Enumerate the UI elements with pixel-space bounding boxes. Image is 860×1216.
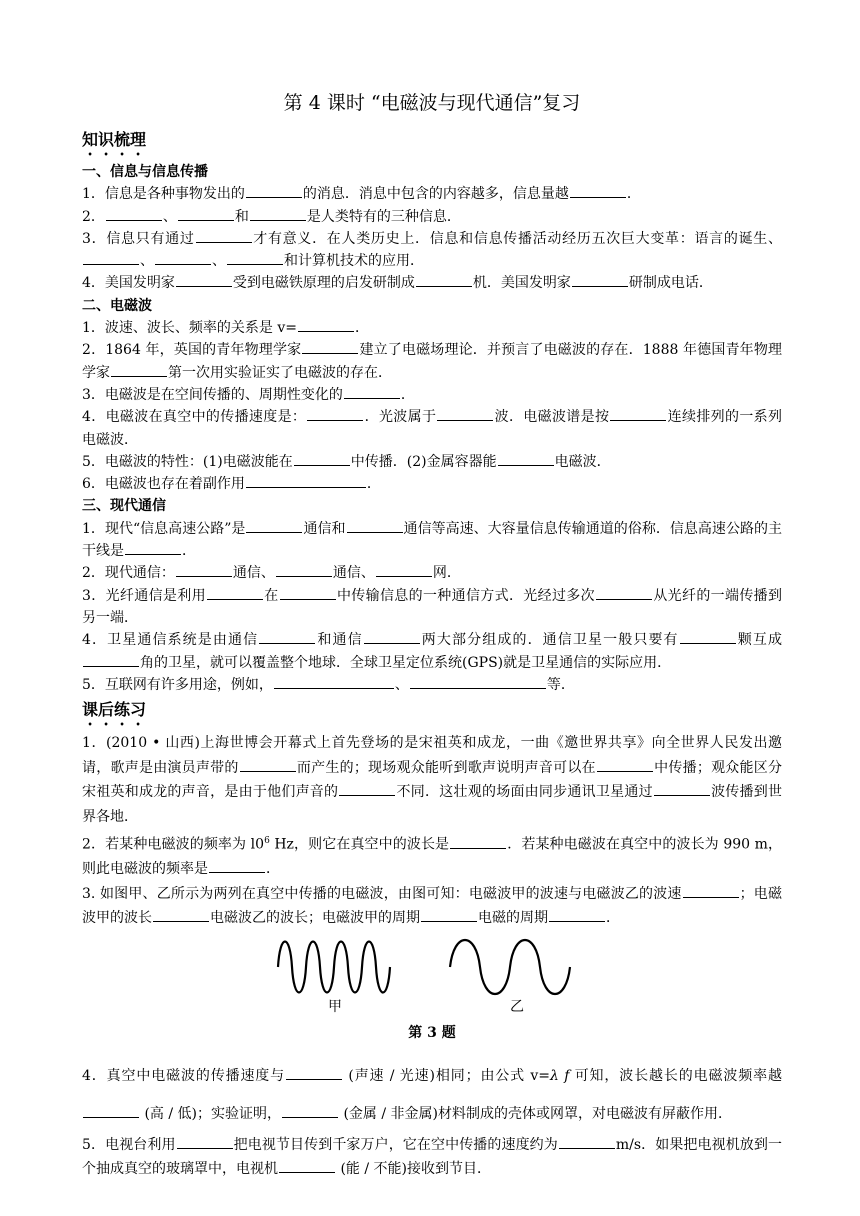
blank bbox=[559, 1134, 615, 1149]
knowledge-heading: 知识梳理 bbox=[82, 130, 147, 149]
blank bbox=[155, 250, 211, 265]
blank bbox=[246, 183, 302, 198]
blank bbox=[282, 1103, 338, 1118]
page-title: 第 4 课时 “电磁波与现代通信”复习 bbox=[283, 92, 581, 114]
blank bbox=[111, 362, 167, 377]
blank bbox=[177, 1134, 233, 1149]
s3-item-4: 4．卫星通信系统是由通信 和通信 两大部分组成的．通信卫星一般只要有 颗互成角的卫星，就可以覆盖整个地球．全球卫星定位系统(GPS)就是卫星通信的实际应用． bbox=[82, 629, 782, 674]
label-yi: 乙 bbox=[510, 998, 524, 1015]
blank bbox=[498, 451, 554, 466]
blank bbox=[246, 518, 302, 533]
practice-heading: 课后练习 bbox=[82, 700, 147, 720]
s2-item-1: 1．波速、波长、频率的关系是 v= ． bbox=[82, 317, 782, 339]
question-5: 5．电视台利用 把电视节目传到千家万户，它在空中传播的速度约为 m/s．如果把电视机放到一个抽成真空的玻璃罩中，电视机 (能 / 不能)接收到节目． bbox=[82, 1133, 782, 1182]
s2-item-4: 4．电磁波在真空中的传播速度是： ．光波属于 波．电磁波谱是按 连续排列的一系列电磁波． bbox=[82, 406, 782, 451]
worksheet-page bbox=[82, 86, 782, 1182]
blank bbox=[286, 1065, 342, 1080]
blank bbox=[597, 757, 653, 772]
blank bbox=[596, 585, 652, 600]
s3-item-1: 1．现代“信息高速公路”是 通信和 通信等高速、大容量信息传输通道的俗称．信息高速公路的主干线是 ． bbox=[82, 518, 782, 563]
blank bbox=[376, 562, 432, 577]
blank bbox=[83, 652, 139, 667]
blank bbox=[83, 250, 139, 265]
s2-item-3: 3．电磁波是在空间传播的、周期性变化的 ． bbox=[82, 384, 782, 406]
blank bbox=[274, 674, 394, 689]
s1-item-2: 2． 、 和 是人类特有的三种信息． bbox=[82, 206, 782, 228]
blank bbox=[280, 585, 336, 600]
blank bbox=[364, 629, 420, 644]
section-2-heading: 二、电磁波 bbox=[82, 297, 152, 314]
blank bbox=[347, 518, 403, 533]
s3-item-3: 3．光纤通信是利用 在 中传输信息的一种通信方式．光经过多次 从光纤的一端传播到另一端． bbox=[82, 585, 782, 630]
question-4: 4．真空中电磁波的传播速度与 (声速 / 光速)相同；由公式 v=λ f 可知，波长越长的电磁波频率越 (高 / 低)；实验证明， (金属 / 非金属)材料制成的壳体或网罩，对电磁波有屏蔽作用． bbox=[82, 1057, 782, 1133]
blank bbox=[196, 228, 252, 243]
s1-item-1: 1．信息是各种事物发出的 的消息．消息中包含的内容越多，信息量越 ． bbox=[82, 183, 782, 205]
blank bbox=[437, 406, 493, 421]
wave-yi bbox=[450, 940, 570, 994]
blank bbox=[259, 629, 315, 644]
label-jia: 甲 bbox=[328, 998, 342, 1015]
blank bbox=[240, 757, 296, 772]
blank bbox=[227, 250, 283, 265]
blank bbox=[106, 206, 162, 221]
blank bbox=[307, 406, 363, 421]
blank bbox=[302, 339, 358, 354]
blank bbox=[83, 1103, 139, 1118]
wave-jia bbox=[278, 941, 390, 992]
blank bbox=[416, 272, 472, 287]
blank bbox=[279, 1158, 335, 1173]
question-1: 1．(2010 • 山西)上海世博会开幕式上首先登场的是宋祖英和成龙，一曲《邀世界共享》向全世界人民发出邀请，歌声是由演员声带的 而产生的；现场观众能听到歌声说明声音可以在 中传播；观众能区分宋祖英和成龙的声音，是由于他们声音的 不同．这壮观的场面由同步通讯卫星通过 波传播到世界各地． bbox=[82, 735, 783, 825]
blank bbox=[250, 206, 306, 221]
blank bbox=[421, 907, 477, 922]
question-2: 2．若某种电磁波的频率为 $l0^6$ Hz，则它在真空中的波长是 ．若某种电磁波在真空中的波长为 990 m，则此电磁波的频率是 ． bbox=[82, 829, 782, 882]
blank bbox=[207, 585, 263, 600]
blank bbox=[450, 834, 506, 849]
s1-item-3: 3．信息只有通过 才有意义．在人类历史上．信息和信息传播活动经历五次巨大变革：语言的诞生、、 、 和计算机技术的应用． bbox=[82, 228, 782, 273]
blank bbox=[298, 317, 354, 332]
blank bbox=[294, 451, 350, 466]
blank bbox=[276, 562, 332, 577]
blank bbox=[125, 540, 181, 555]
blank bbox=[246, 473, 366, 488]
blank bbox=[610, 406, 666, 421]
figure-caption: 第 3 题 bbox=[408, 1024, 456, 1041]
blank bbox=[572, 272, 628, 287]
section-1-heading: 一、信息与信息传播 bbox=[82, 164, 208, 180]
s2-item-2: 2．1864 年，英国的青年物理学家 建立了电磁场理论．并预言了电磁波的存在．1888 年德国青年物理学家 第一次用实验证实了电磁波的存在． bbox=[82, 339, 782, 384]
blank bbox=[339, 781, 395, 796]
blank bbox=[176, 272, 232, 287]
wave-figure bbox=[82, 937, 782, 1019]
s2-item-5: 5．电磁波的特性：(1)电磁波能在 中传播．(2)金属容器能 电磁波． bbox=[82, 451, 782, 473]
blank bbox=[410, 674, 546, 689]
blank bbox=[549, 907, 605, 922]
s3-item-2: 2．现代通信： 通信、 通信、 网． bbox=[82, 562, 782, 584]
blank bbox=[209, 858, 265, 873]
blank bbox=[570, 183, 626, 198]
s2-item-6: 6．电磁波也存在着副作用 ． bbox=[82, 473, 782, 495]
blank bbox=[176, 562, 232, 577]
s1-item-4: 4．美国发明家 受到电磁铁原理的启发研制成 机．美国发明家 研制成电话． bbox=[82, 272, 782, 294]
blank bbox=[654, 781, 710, 796]
question-3: 3. 如图甲、乙所示为两列在真空中传播的电磁波，由图可知：电磁波甲的波速与电磁波乙的波速 ；电磁波甲的波长 电磁波乙的波长；电磁波甲的周期 电磁的周期 ． bbox=[82, 882, 782, 931]
blank bbox=[344, 384, 400, 399]
blank bbox=[178, 206, 234, 221]
blank bbox=[683, 883, 739, 898]
blank bbox=[153, 907, 209, 922]
s3-item-5: 5．互联网有许多用途，例如， 、 等． bbox=[82, 674, 782, 696]
section-3-heading: 三、现代通信 bbox=[82, 498, 166, 515]
wave-diagram bbox=[272, 937, 592, 1015]
blank bbox=[680, 629, 736, 644]
